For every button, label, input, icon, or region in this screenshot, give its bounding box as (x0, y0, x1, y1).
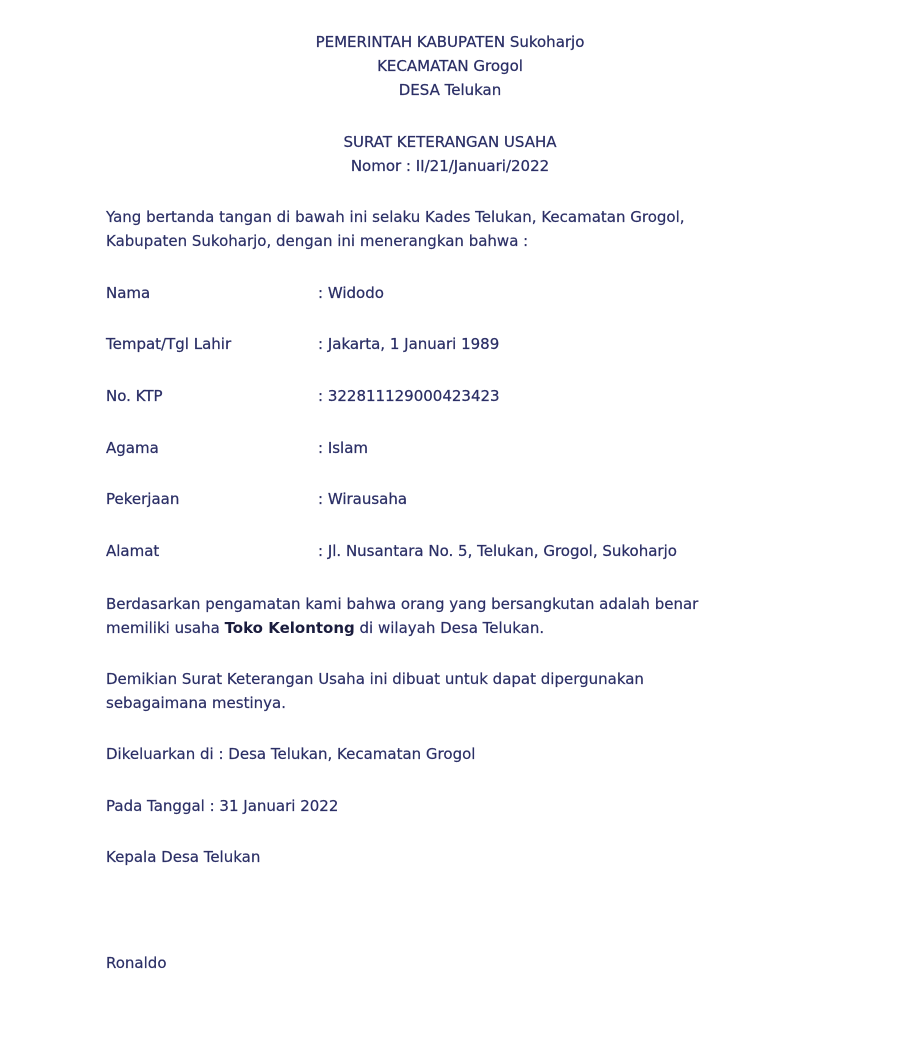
issued-date: Pada Tanggal : 31 Januari 2022 (106, 797, 339, 815)
intro-line-1: Yang bertanda tangan di bawah ini selaku Kades Telukan, Kecamatan Grogol, (106, 208, 685, 226)
intro-paragraph (106, 205, 806, 253)
field-value: : Widodo (318, 284, 384, 302)
field-label: No. KTP (106, 387, 163, 405)
field-label: Pekerjaan (106, 490, 180, 508)
field-row-nama (106, 281, 806, 305)
intro-line-2: Kabupaten Sukoharjo, dengan ini menerangkan bahwa : (106, 232, 529, 250)
field-value: : 322811129000423423 (318, 387, 500, 405)
field-value: : Jakarta, 1 Januari 1989 (318, 335, 500, 353)
field-row-tempat-tgl-lahir (106, 332, 806, 356)
field-row-agama (106, 436, 806, 460)
business-name: Toko Kelontong (224, 619, 355, 637)
field-value: : Islam (318, 439, 369, 457)
field-label: Tempat/Tgl Lahir (106, 335, 232, 353)
closing-line-1: Demikian Surat Keterangan Usaha ini dibuat untuk dapat dipergunakan (106, 670, 644, 688)
field-label: Alamat (106, 542, 160, 560)
statement-prefix: memiliki usaha (106, 619, 225, 637)
signatory-name: Ronaldo (106, 954, 167, 972)
letter-title: SURAT KETERANGAN USAHA (343, 133, 557, 151)
signatory-title: Kepala Desa Telukan (106, 848, 261, 866)
header-village: DESA Telukan (398, 81, 502, 99)
closing-line-2: sebagaimana mestinya. (106, 694, 286, 712)
field-row-pekerjaan (106, 487, 806, 511)
statement-line-1: Berdasarkan pengamatan kami bahwa orang yang bersangkutan adalah benar (106, 595, 699, 613)
field-value: : Jl. Nusantara No. 5, Telukan, Grogol, Sukoharjo (318, 542, 677, 560)
letter-number: Nomor : II/21/Januari/2022 (350, 157, 550, 175)
field-value: : Wirausaha (318, 490, 408, 508)
issued-at: Dikeluarkan di : Desa Telukan, Kecamatan Grogol (106, 745, 476, 763)
letter-title-block (0, 130, 900, 178)
header-government: PEMERINTAH KABUPATEN Sukoharjo (315, 33, 585, 51)
field-row-alamat (106, 539, 806, 563)
letter-header (0, 30, 900, 102)
field-label: Agama (106, 439, 159, 457)
statement-suffix: di wilayah Desa Telukan. (354, 619, 545, 637)
statement-line-2 (106, 616, 806, 640)
field-label: Nama (106, 284, 151, 302)
field-row-no-ktp (106, 384, 806, 408)
header-district: KECAMATAN Grogol (377, 57, 523, 75)
closing-paragraph (106, 667, 806, 715)
business-statement-paragraph (106, 592, 806, 640)
